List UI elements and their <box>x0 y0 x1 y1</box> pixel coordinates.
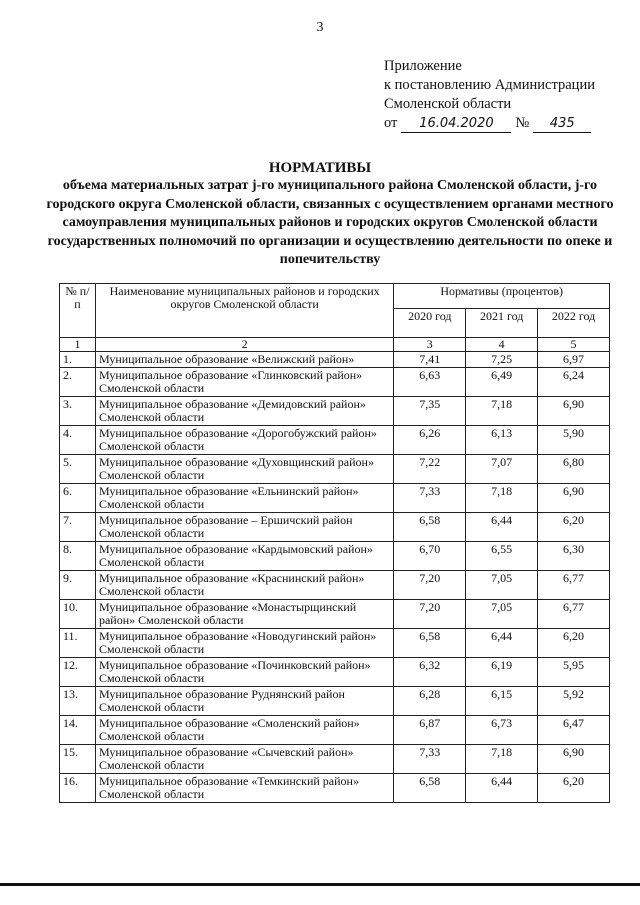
row-value-2021: 6,44 <box>466 774 538 803</box>
row-municipality-name: Муниципальное образование «Монастырщинский район» Смоленской области <box>95 600 393 629</box>
row-municipality-name: Муниципальное образование «Починковский район» Смоленской области <box>95 658 393 687</box>
column-index: 1 <box>60 338 96 352</box>
header-norms: Нормативы (процентов) <box>394 284 610 309</box>
row-value-2021: 7,18 <box>466 745 538 774</box>
column-index: 2 <box>95 338 393 352</box>
table-row <box>60 484 610 513</box>
row-number: 10. <box>60 600 96 629</box>
row-municipality-name: Муниципальное образование «Глинковский район» Смоленской области <box>95 368 393 397</box>
table-row <box>60 658 610 687</box>
row-municipality-name: Муниципальное образование «Новодугинский район» Смоленской области <box>95 629 393 658</box>
table-row <box>60 716 610 745</box>
document-title: НОРМАТИВЫ <box>268 160 372 176</box>
row-value-2021: 6,73 <box>466 716 538 745</box>
row-number: 2. <box>60 368 96 397</box>
table-row <box>60 745 610 774</box>
row-number: 16. <box>60 774 96 803</box>
appendix-line-3: Смоленской области <box>384 96 512 112</box>
row-value-2022: 6,47 <box>538 716 610 745</box>
table-row <box>60 397 610 426</box>
header-name: Наименование муниципальных районов и городских округов Смоленской области <box>95 284 393 338</box>
bottom-scan-rule <box>0 883 640 886</box>
row-value-2020: 6,70 <box>394 542 466 571</box>
row-municipality-name: Муниципальное образование «Духовщинский район» Смоленской области <box>95 455 393 484</box>
header-year-2020: 2020 год <box>394 309 466 338</box>
row-number: 5. <box>60 455 96 484</box>
row-value-2022: 6,20 <box>538 513 610 542</box>
row-value-2022: 6,80 <box>538 455 610 484</box>
row-number: 4. <box>60 426 96 455</box>
row-value-2021: 7,18 <box>466 484 538 513</box>
appendix-date-number-row <box>384 114 634 133</box>
handwritten-number: 435 <box>533 116 591 133</box>
row-value-2020: 6,58 <box>394 513 466 542</box>
row-value-2022: 6,90 <box>538 484 610 513</box>
appendix-line-1: Приложение <box>384 58 462 74</box>
row-value-2021: 7,07 <box>466 455 538 484</box>
row-value-2022: 6,20 <box>538 629 610 658</box>
row-value-2020: 6,63 <box>394 368 466 397</box>
row-number: 14. <box>60 716 96 745</box>
table-row <box>60 600 610 629</box>
document-subtitle: объема материальных затрат j-го муниципального района Смоленской области, j-го городского округа Смоленской области, связанных с осуществлением органами местного самоуправления муниципальных районов и городских округов Смоленской области государственных полномочий по организации и осуществлению деятельности по опеке и попечительству <box>46 178 614 267</box>
row-value-2020: 7,35 <box>394 397 466 426</box>
table-row <box>60 542 610 571</box>
row-value-2021: 6,44 <box>466 629 538 658</box>
row-municipality-name: Муниципальное образование «Дорогобужский район» Смоленской области <box>95 426 393 455</box>
row-value-2022: 6,77 <box>538 600 610 629</box>
row-value-2020: 6,26 <box>394 426 466 455</box>
row-value-2021: 7,25 <box>466 352 538 368</box>
table-row <box>60 513 610 542</box>
row-number: 9. <box>60 571 96 600</box>
row-number: 6. <box>60 484 96 513</box>
row-value-2020: 7,22 <box>394 455 466 484</box>
header-year-2022: 2022 год <box>538 309 610 338</box>
row-value-2020: 7,20 <box>394 571 466 600</box>
row-municipality-name: Муниципальное образование – Ершичский район Смоленской области <box>95 513 393 542</box>
from-label: от <box>384 115 398 131</box>
row-value-2020: 6,58 <box>394 774 466 803</box>
row-number: 8. <box>60 542 96 571</box>
row-value-2021: 6,55 <box>466 542 538 571</box>
row-number: 15. <box>60 745 96 774</box>
row-value-2021: 7,05 <box>466 600 538 629</box>
norms-table-body <box>60 352 610 803</box>
row-value-2022: 6,90 <box>538 397 610 426</box>
column-index: 4 <box>466 338 538 352</box>
column-index: 3 <box>394 338 466 352</box>
row-value-2020: 6,87 <box>394 716 466 745</box>
table-row <box>60 455 610 484</box>
row-municipality-name: Муниципальное образование «Демидовский район» Смоленской области <box>95 397 393 426</box>
row-value-2021: 7,05 <box>466 571 538 600</box>
row-value-2020: 6,32 <box>394 658 466 687</box>
row-value-2021: 6,15 <box>466 687 538 716</box>
row-value-2022: 6,20 <box>538 774 610 803</box>
row-value-2022: 5,90 <box>538 426 610 455</box>
header-year-2021: 2021 год <box>466 309 538 338</box>
row-municipality-name: Муниципальное образование «Ельнинский район» Смоленской области <box>95 484 393 513</box>
row-value-2022: 5,92 <box>538 687 610 716</box>
row-value-2020: 7,33 <box>394 745 466 774</box>
row-value-2021: 7,18 <box>466 397 538 426</box>
row-value-2022: 5,95 <box>538 658 610 687</box>
row-number: 13. <box>60 687 96 716</box>
page-number: 3 <box>316 20 324 35</box>
row-value-2021: 6,44 <box>466 513 538 542</box>
row-municipality-name: Муниципальное образование «Темкинский район» Смоленской области <box>95 774 393 803</box>
row-value-2021: 6,13 <box>466 426 538 455</box>
row-value-2020: 6,28 <box>394 687 466 716</box>
table-row <box>60 571 610 600</box>
row-value-2022: 6,77 <box>538 571 610 600</box>
number-label: № <box>515 115 530 131</box>
row-value-2021: 6,49 <box>466 368 538 397</box>
table-row <box>60 352 610 368</box>
row-value-2021: 6,19 <box>466 658 538 687</box>
row-value-2020: 7,33 <box>394 484 466 513</box>
row-number: 1. <box>60 352 96 368</box>
row-number: 7. <box>60 513 96 542</box>
table-row <box>60 426 610 455</box>
row-number: 12. <box>60 658 96 687</box>
column-index: 5 <box>538 338 610 352</box>
row-value-2022: 6,24 <box>538 368 610 397</box>
column-index-row <box>60 338 610 352</box>
row-municipality-name: Муниципальное образование «Велижский район» <box>95 352 393 368</box>
appendix-line-2: к постановлению Администрации <box>384 77 595 93</box>
table-row <box>60 687 610 716</box>
row-municipality-name: Муниципальное образование Руднянский район Смоленской области <box>95 687 393 716</box>
row-value-2022: 6,90 <box>538 745 610 774</box>
row-value-2020: 7,41 <box>394 352 466 368</box>
row-value-2022: 6,97 <box>538 352 610 368</box>
appendix-block <box>384 57 634 133</box>
row-value-2022: 6,30 <box>538 542 610 571</box>
row-municipality-name: Муниципальное образование «Краснинский район» Смоленской области <box>95 571 393 600</box>
row-value-2020: 6,58 <box>394 629 466 658</box>
table-row <box>60 774 610 803</box>
row-municipality-name: Муниципальное образование «Кардымовский район» Смоленской области <box>95 542 393 571</box>
row-municipality-name: Муниципальное образование «Сычевский район» Смоленской области <box>95 745 393 774</box>
header-number: № п/п <box>60 284 96 338</box>
row-municipality-name: Муниципальное образование «Смоленский район» Смоленской области <box>95 716 393 745</box>
handwritten-date: 16.04.2020 <box>401 116 511 133</box>
norms-table <box>59 283 610 803</box>
row-value-2020: 7,20 <box>394 600 466 629</box>
row-number: 11. <box>60 629 96 658</box>
table-row <box>60 629 610 658</box>
table-row <box>60 368 610 397</box>
norms-table-header <box>60 284 610 352</box>
row-number: 3. <box>60 397 96 426</box>
